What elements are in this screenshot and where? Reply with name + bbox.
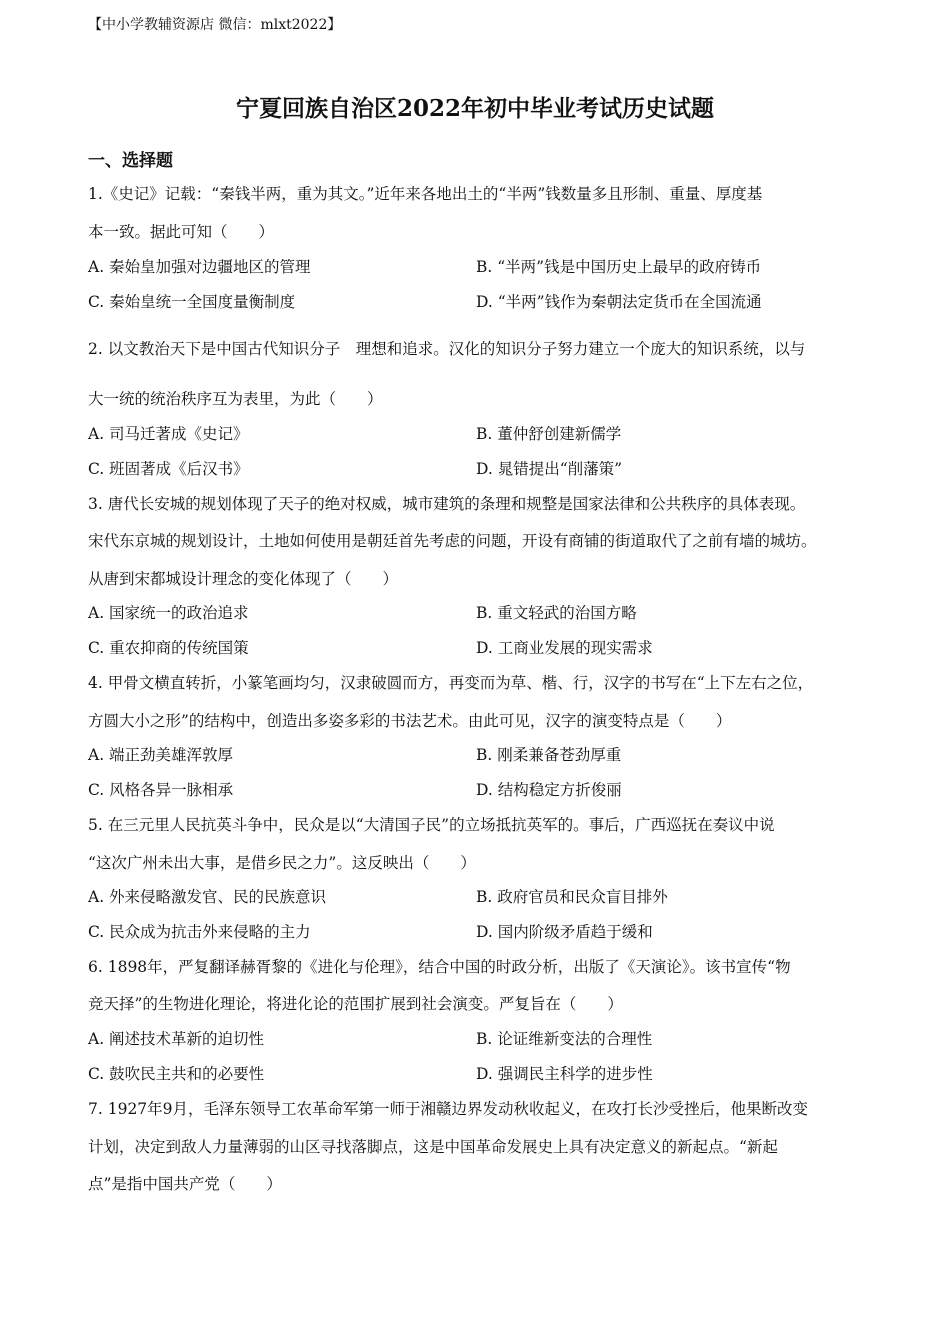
q3-option-a: A. 国家统一的政治追求 — [88, 604, 249, 622]
q2-option-a: A. 司马迁著成《史记》 — [88, 425, 249, 443]
q2-line-1: 2. 以文教治天下是中国古代知识分子 理想和追求。汉化的知识分子努力建立一个庞大的知识系统，以与 — [88, 340, 806, 358]
q3-line-1: 3. 唐代长安城的规划体现了天子的绝对权威，城市建筑的条理和规整是国家法律和公共秩序的具体表现。 — [88, 495, 806, 513]
q7-line-3: 点”是指中国共产党（ ） — [88, 1175, 282, 1193]
q4-line-1: 4. 甲骨文横直转折，小篆笔画均匀，汉隶破圆而方，再变而为草、楷、行，汉字的书写在“上下左右之位， — [88, 674, 814, 692]
q3-line-2: 宋代东京城的规划设计，土地如何使用是朝廷首先考虑的问题，开设有商铺的街道取代了之前有墙的城坊。 — [88, 532, 817, 550]
q5-option-a: A. 外来侵略激发官、民的民族意识 — [88, 888, 327, 906]
q1-option-a: A. 秦始皇加强对边疆地区的管理 — [88, 258, 311, 276]
q7-line-1: 7. 1927年9月，毛泽东领导工农革命军第一师于湘赣边界发动秋收起义，在攻打长沙受挫后，他果断改变 — [88, 1100, 809, 1118]
header-note: 【中小学教辅资源店 微信：mlxt2022】 — [88, 17, 342, 33]
q5-line-1: 5. 在三元里人民抗英斗争中，民众是以“大清国子民”的立场抵抗英军的。事后，广西巡抚在奏议中说 — [88, 816, 775, 834]
q6-option-b: B. 论证维新变法的合理性 — [476, 1030, 653, 1048]
q1-option-d: D. “半两”钱作为秦朝法定货币在全国流通 — [476, 293, 762, 311]
q5-option-d: D. 国内阶级矛盾趋于缓和 — [476, 923, 653, 941]
q2-option-d: D. 晁错提出“削藩策” — [476, 460, 623, 478]
q4-option-c: C. 风格各异一脉相承 — [88, 781, 234, 799]
q4-option-a: A. 端正劲美雄浑敦厚 — [88, 746, 234, 764]
q2-option-c: C. 班固著成《后汉书》 — [88, 460, 249, 478]
q5-option-b: B. 政府官员和民众盲目排外 — [476, 888, 668, 906]
q1-line-2: 本一致。据此可知（ ） — [88, 223, 275, 241]
q4-line-2: 方圆大小之形”的结构中，创造出多姿多彩的书法艺术。由此可见，汉字的演变特点是（ ） — [88, 712, 732, 730]
q6-option-a: A. 阐述技术革新的迫切性 — [88, 1030, 265, 1048]
q4-option-d: D. 结构稳定方折俊丽 — [476, 781, 622, 799]
q2-line-2: 大一统的统治秩序互为表里，为此（ ） — [88, 390, 383, 408]
q5-option-c: C. 民众成为抗击外来侵略的主力 — [88, 923, 311, 941]
page-title: 宁夏回族自治区2022年初中毕业考试历史试题 — [235, 95, 714, 122]
q7-line-2: 计划，决定到敌人力量薄弱的山区寻找落脚点，这是中国革命发展史上具有决定意义的新起点。“新起 — [88, 1138, 778, 1156]
q6-line-1: 6. 1898年，严复翻译赫胥黎的《进化与伦理》，结合中国的时政分析，出版了《天演论》。该书宣传“物 — [88, 958, 791, 976]
q6-option-c: C. 鼓吹民主共和的必要性 — [88, 1065, 265, 1083]
q6-line-2: 竞天择”的生物进化理论，将进化论的范围扩展到社会演变。严复旨在（ ） — [88, 995, 623, 1013]
q3-line-3: 从唐到宋都城设计理念的变化体现了（ ） — [88, 570, 399, 588]
section-heading: 一、选择题 — [88, 151, 173, 171]
q5-line-2: “这次广州未出大事，是借乡民之力”。这反映出（ ） — [88, 854, 476, 872]
q1-line-1: 1.《史记》记载：“秦钱半两，重为其文。”近年来各地出土的“半两”钱数量多且形制、重量、厚度基 — [88, 185, 763, 203]
q3-option-d: D. 工商业发展的现实需求 — [476, 639, 653, 657]
q1-option-b: B. “半两”钱是中国历史上最早的政府铸币 — [476, 258, 762, 276]
q2-option-b: B. 董仲舒创建新儒学 — [476, 425, 622, 443]
q6-option-d: D. 强调民主科学的进步性 — [476, 1065, 653, 1083]
q4-option-b: B. 刚柔兼备苍劲厚重 — [476, 746, 622, 764]
q1-option-c: C. 秦始皇统一全国度量衡制度 — [88, 293, 296, 311]
q3-option-c: C. 重农抑商的传统国策 — [88, 639, 249, 657]
q3-option-b: B. 重文轻武的治国方略 — [476, 604, 637, 622]
